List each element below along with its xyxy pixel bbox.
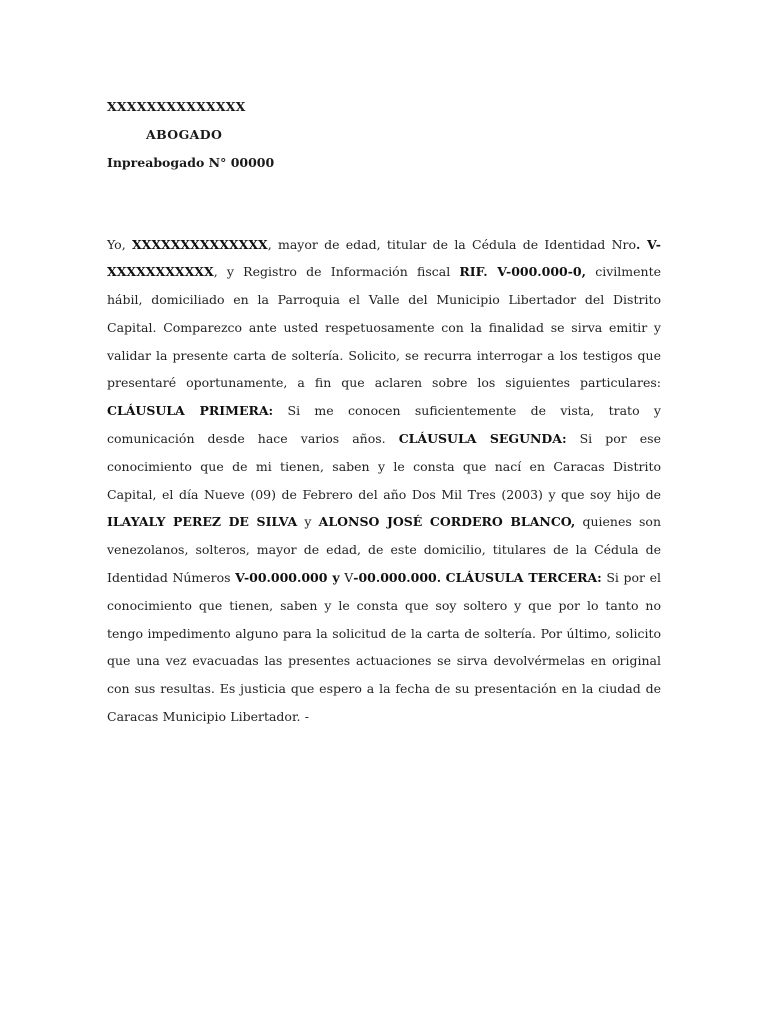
body-text: V: [339, 570, 354, 586]
body-text: , mayor de edad, titular de la Cédula de Identidad Nro: [267, 236, 637, 252]
body-bold-text: RIF. V-000.000-0,: [459, 264, 586, 280]
body-text: , y Registro de Información fiscal: [213, 264, 460, 280]
body-text: y: [297, 514, 319, 530]
clause-heading: CLÁUSULA SEGUNDA:: [398, 431, 567, 447]
letter-body-paragraph: [107, 231, 661, 731]
lawyer-name: XXXXXXXXXXXXXX: [107, 99, 246, 114]
parent-name: ALONSO JOSÉ CORDERO BLANCO,: [318, 514, 576, 530]
body-text: quienes son venezolanos, solteros, mayor de edad, de este domicilio, titulares de la Cédula de Identidad Números: [107, 514, 661, 586]
id-number: V-00.000.000 y: [235, 570, 340, 586]
body-text: civilmente hábil, domiciliado en la Parroquia el Valle del Municipio Libertador del Distrito Capital. Comparezco ante usted respetuosamente con la finalidad se sirva emitir y validar la presente carta de soltería. Solicito, se recurra interrogar a los testigos que presentaré oportunamente, a fin que aclaren sobre los siguientes particulares:: [107, 264, 661, 391]
id-number: -00.000.000.: [353, 570, 442, 586]
clause-heading: CLÁUSULA TERCERA:: [445, 570, 602, 586]
lawyer-title: ABOGADO: [146, 127, 223, 142]
body-text: Si por ese conocimiento que de mi tienen, saben y le consta que nací en Caracas Distrito Capital, el día Nueve (09) de Febrero del año Dos Mil Tres (2003) y que soy hijo de: [107, 431, 661, 502]
body-text: Si por el conocimiento que tienen, saben y le consta que soy soltero y que por lo tanto no tengo impedimento alguno para la solicitud de la carta de soltería. Por último, solicito que una vez evacuadas las presentes actuaciones se sirva devolvérmelas en original con sus resultas. Es justicia que espero a la fecha de su presentación en la ciudad de Caracas Municipio Libertador. -: [107, 570, 661, 725]
parent-name: ILAYALY PEREZ DE SILVA: [107, 514, 298, 530]
body-bold-text: XXXXXXXXXXXXXX: [131, 236, 268, 252]
body-bold-text: . V-XXXXXXXXXXX: [107, 236, 661, 280]
clause-heading: CLÁUSULA PRIMERA:: [107, 403, 274, 419]
body-text: Si me conocen suficientemente de vista, trato y comunicación desde hace varios años.: [107, 403, 661, 447]
body-text: Yo,: [107, 236, 132, 252]
inpreabogado-number: Inpreabogado N° 00000: [107, 155, 275, 170]
